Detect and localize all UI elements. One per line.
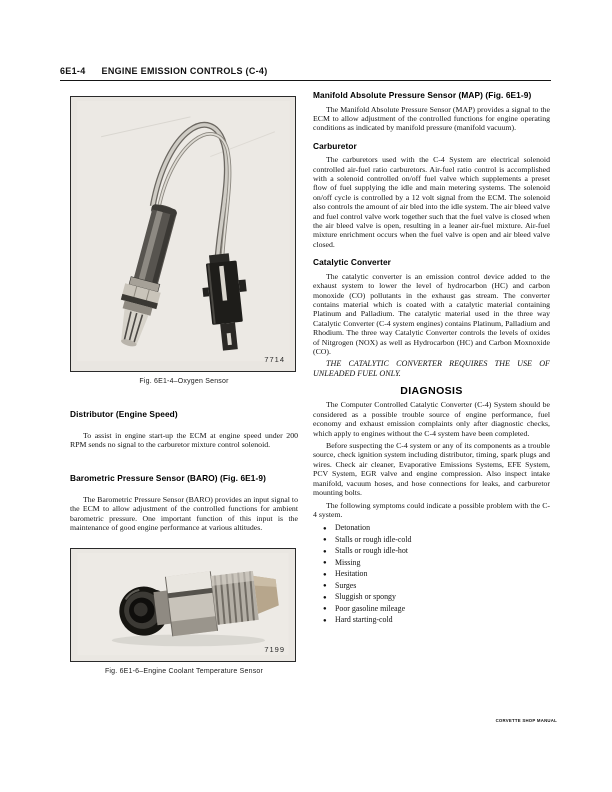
symptom-item: ● Hard starting-cold xyxy=(323,614,550,626)
paragraph-diagnosis-2: Before suspecting the C-4 system or any of its components as a trouble source, check ignition system including distributor, timing, spark plugs and wires. Check air cleaner, Evaporative Emissions Systems, EFE System, PCV System, EGR valve and engine compression. Also inspect intake manifold, vacuum hoses, and hose connections for leaks, and carburetor mounting bolts. xyxy=(313,441,550,498)
page-title: ENGINE EMISSION CONTROLS (C-4) xyxy=(101,66,268,76)
right-column xyxy=(313,90,550,626)
symptom-item: ● Missing xyxy=(323,557,550,569)
oxygen-sensor-photo xyxy=(71,97,295,371)
paragraph-map-sensor: The Manifold Absolute Pressure Sensor (MAP) provides a signal to the ECM to allow adjustment of the controlled functions for engine operating conditions as indicated by manifold pressure (manifold vacuum). xyxy=(313,104,550,133)
paragraph-carburetor: The carburetors used with the C-4 System are electrical solenoid controlled air-fuel ratio carburetors. Air-fuel ratio control is accomplished with a solenoid controlled on/off fuel valve which supplements a preset flow of fuel supplying the idle and main metering systems. The solenoid on/off cycle is controlled by a 12 volt signal from the ECM. The solenoid also controls the amount of air bled into the idle system. The air bleed valve and fuel control valve work together such that the fuel valve is closed when the air bleed valve is open, resulting in a leaner air-fuel mixture. Air-fuel mixture enrichment occurs when the fuel valve is open and air bleed valve closed. xyxy=(313,155,550,249)
heading-carburetor: Carburetor xyxy=(313,140,357,151)
figure-coolant-sensor xyxy=(70,548,296,662)
paragraph-baro: The Barometric Pressure Sensor (BARO) provides an input signal to the ECM to allow adjustment of the controlled functions for ambient barometric pressure. One important function of this input is the maintenance of good engine performance at various altitudes. xyxy=(70,494,298,533)
figure-caption: Fig. 6E1-6–Engine Coolant Temperature Sensor xyxy=(104,668,264,676)
symptom-item: ● Surges xyxy=(323,580,550,592)
heading-catalytic-converter: Catalytic Converter xyxy=(313,257,391,268)
symptom-item: ● Poor gasoline mileage xyxy=(323,603,550,615)
paragraph-diagnosis-3: The following symptoms could indicate a possible problem with the C-4 system. xyxy=(313,500,550,519)
symptom-item: ● Stalls or rough idle-hot xyxy=(323,545,550,557)
heading-map-sensor: Manifold Absolute Pressure Sensor (MAP) (Fig. 6E1-9) xyxy=(313,90,532,100)
symptom-item: ● Detonation xyxy=(323,522,550,534)
left-column xyxy=(70,96,298,675)
photo-number: 7199 xyxy=(264,645,285,655)
heading-baro: Barometric Pressure Sensor (BARO) (Fig. 6E1-9) xyxy=(70,473,266,484)
figure-caption: Fig. 6E1-4–Oxygen Sensor xyxy=(139,378,229,385)
paragraph-catalytic-converter: The catalytic converter is an emission control device added to the exhaust system to lower the level of hydrocarbon (HC) and carbon monoxide (CO) pollutants in the exhaust gas stream. The converter contains material which is coated with a catalytic material containing Platinum and Palladium. The catalytic material used in the three way Catalytic Converter (C-4 system engines) contains Platinum, Palladium and Rhodium. The three way Catalytic Converter controls the levels of oxides of Nitgrogen (NOX) as well as Hydrocarbon (HC) and Carbon Moxnoxide (CO). xyxy=(313,271,550,357)
photo-number: 7714 xyxy=(264,355,285,364)
heading-diagnosis: DIAGNOSIS xyxy=(400,385,463,398)
header-rule xyxy=(60,80,551,81)
symptom-list xyxy=(313,522,550,626)
paragraph-distributor: To assist in engine start-up the ECM at engine speed under 200 RPM sends no signal to the carburetor mixture control solenoid. xyxy=(70,430,298,449)
symptom-item: ● Stalls or rough idle-cold xyxy=(323,534,550,546)
unleaded-fuel-notice: THE CATALYTIC CONVERTER REQUIRES THE USE OF UNLEADED FUEL ONLY. xyxy=(313,359,550,379)
page-header xyxy=(60,66,551,76)
heading-distributor: Distributor (Engine Speed) xyxy=(70,409,178,419)
figure-oxygen-sensor xyxy=(70,96,296,372)
page-number: 6E1-4 xyxy=(60,66,86,76)
coolant-sensor-photo xyxy=(71,549,295,661)
paragraph-diagnosis-1: The Computer Controlled Catalytic Converter (C-4) System should be considered as a possible trouble source of engine performance, fuel economy and exhaust emission complaints only after diagnostic checks, which apply to engines without the C-4 system have been completed. xyxy=(313,400,550,438)
symptom-item: ● Sluggish or spongy xyxy=(323,591,550,603)
footer-label: CORVETTE SHOP MANUAL xyxy=(495,718,557,723)
symptom-item: ● Hesitation xyxy=(323,568,550,580)
